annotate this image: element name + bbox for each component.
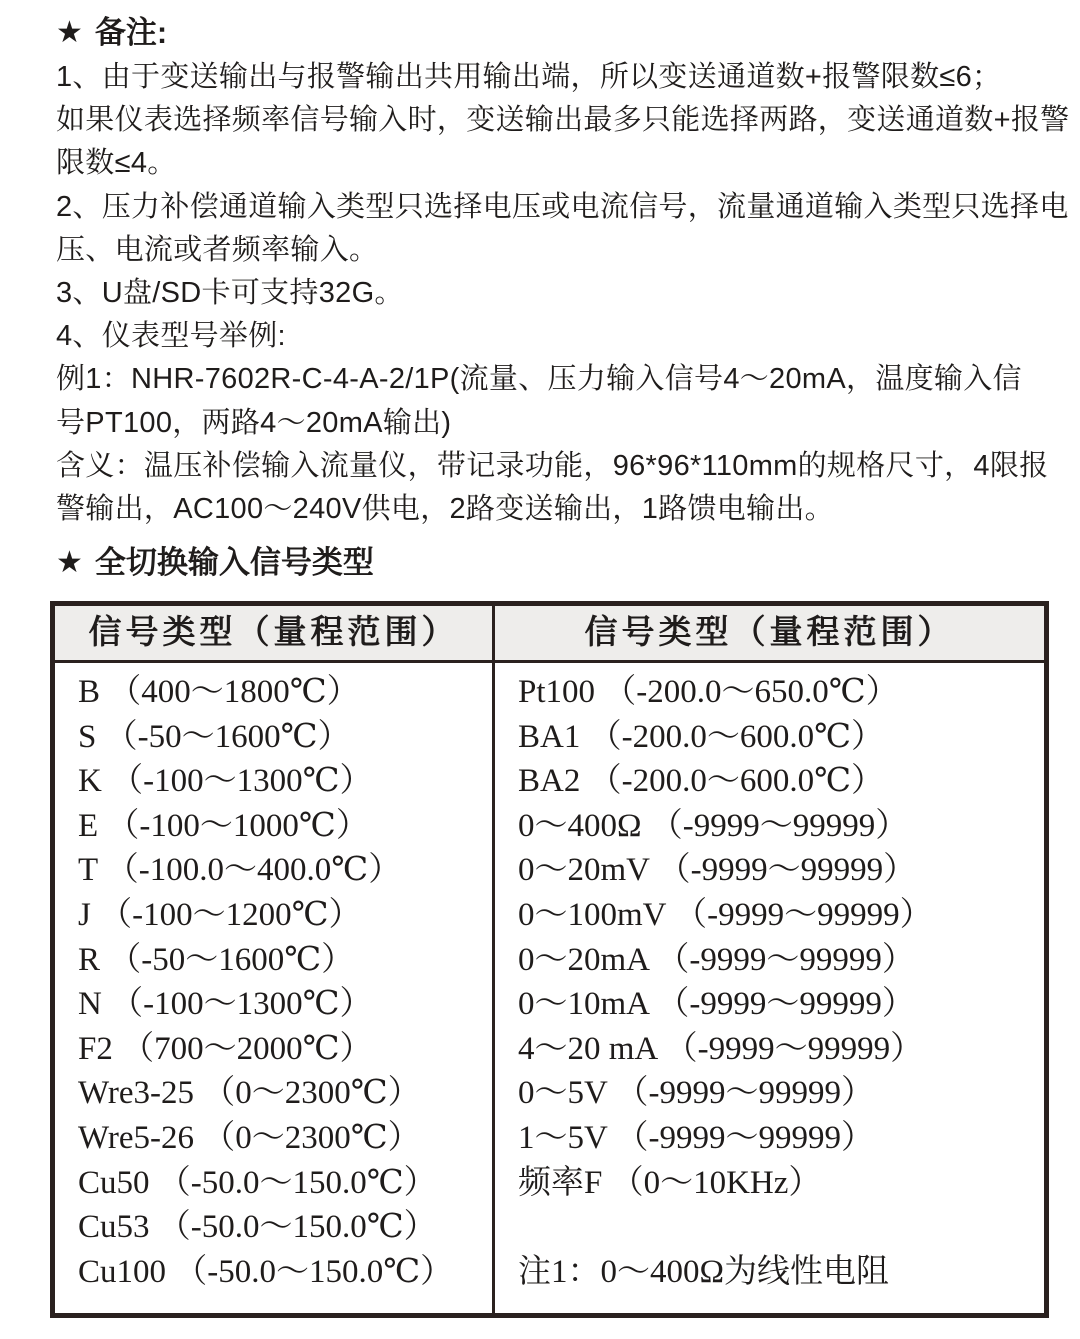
note-line: 4、仪表型号举例: [56,320,286,353]
table-row: Wre3-25 （0～2300℃） [78,1075,421,1112]
table-row: 0～5V （-9999～99999） [518,1075,874,1112]
signal-type-table [50,601,1049,1318]
note-line: 警输出，AC100～240V供电，2路变送输出，1路馈电输出。 [56,493,834,526]
star-icon: ★ [56,546,83,579]
table-row: J （-100～1200℃） [78,896,362,933]
table-row: 1～5V （-9999～99999） [518,1119,874,1156]
note-line: 如果仪表选择频率信号输入时，变送输出最多只能选择两路，变送通道数+报警 [56,104,1070,137]
table-row: Wre5-26 （0～2300℃） [78,1119,421,1156]
table-row: 0～400Ω （-9999～99999） [518,807,909,844]
table-row: B （400～1800℃） [78,674,360,710]
notes-section [56,10,1069,531]
notes-title-label: 备注: [94,15,168,50]
table-row: Cu53 （-50.0～150.0℃） [78,1209,437,1246]
note-line: 含义：温压补偿输入流量仪，带记录功能，96*96*110mm的规格尺寸，4限报 [56,449,1049,482]
header-cell-right: 信号类型（量程范围） [495,606,1044,663]
table-row: R （-50～1600℃） [78,941,355,978]
note-line: 号PT100，两路4～20mA输出) [56,406,452,439]
table-row: S （-50～1600℃） [78,718,351,755]
note-line: 2、压力补偿通道输入类型只选择电压或电流信号，流量通道输入类型只选择电 [56,190,1069,223]
table-row: 0～20mV （-9999～99999） [518,852,917,889]
table-body [55,663,1044,1313]
table-column-right [495,663,1044,1313]
table-row: N （-100～1300℃） [78,986,373,1023]
note-line: 例1：NHR-7602R-C-4-A-2/1P(流量、压力输入信号4～20mA，温度输入信 [56,363,1022,396]
table-row: F2 （700～2000℃） [78,1030,373,1067]
table-row: 频率F （0～10KHz） [518,1164,822,1201]
table-header-row [55,606,1044,663]
table-row-note: 注1：0～400Ω为线性电阻 [518,1253,890,1290]
notes-title [56,10,1069,56]
table-row: 0～100mV （-9999～99999） [518,896,933,933]
table-row: BA2 （-200.0～600.0℃） [518,763,884,800]
note-line: 压、电流或者频率输入。 [56,233,379,266]
table-row: E （-100～1000℃） [78,807,369,844]
table-row: Cu50 （-50.0～150.0℃） [78,1164,437,1201]
table-row: Cu100 （-50.0～150.0℃） [78,1253,454,1290]
section-heading-label: 全切换输入信号类型 [94,545,374,580]
star-icon: ★ [56,16,83,49]
header-cell-left: 信号类型（量程范围） [55,606,495,663]
table-row: 0～20mA （-9999～99999） [518,941,915,978]
table-row: K （-100～1300℃） [78,763,373,800]
table-row: 4～20 mA （-9999～99999） [518,1030,924,1067]
table-row: T （-100.0～400.0℃） [78,852,402,889]
table-row-spacer [518,1205,1044,1250]
table-row: 0～10mA （-9999～99999） [518,986,915,1023]
table-row: Pt100 （-200.0～650.0℃） [518,674,899,710]
section-heading-input-signal-types [56,541,374,585]
note-line: 3、U盘/SD卡可支持32G。 [56,277,404,310]
table-row: BA1 （-200.0～600.0℃） [518,718,884,755]
note-line: 限数≤4。 [56,147,177,180]
table-column-left [55,663,495,1313]
note-line: 1、由于变送输出与报警输出共用输出端，所以变送通道数+报警限数≤6； [56,61,1002,93]
